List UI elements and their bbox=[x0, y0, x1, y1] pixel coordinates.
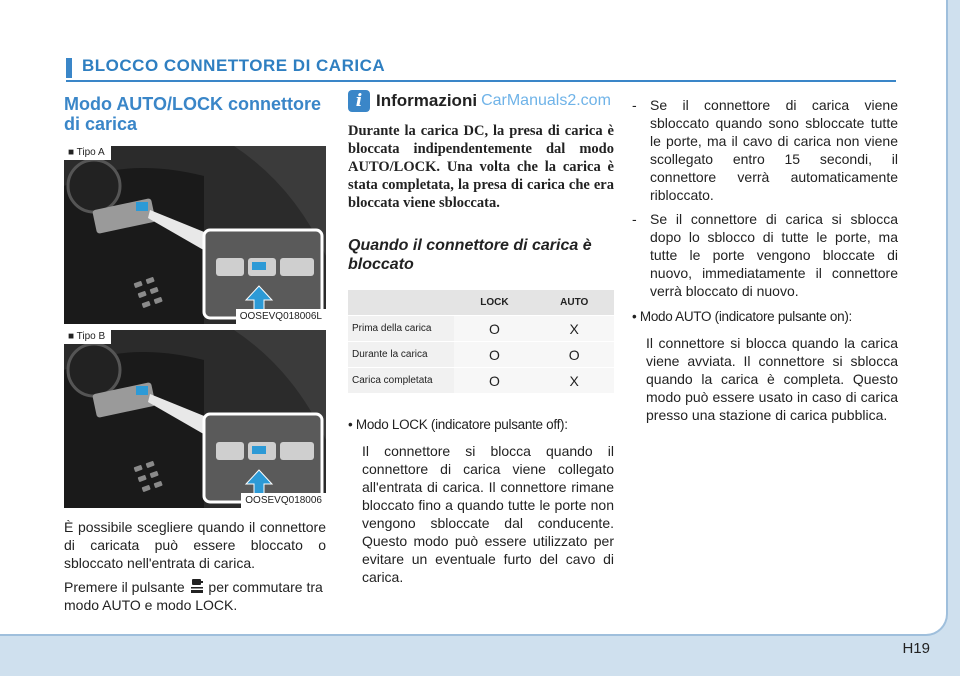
table-header-row bbox=[348, 290, 614, 316]
right-column bbox=[632, 96, 898, 424]
intro-paragraph: È possibile scegliere quando il connettore di caricata può essere bloccato o sbloccato nell'entrata di carica. bbox=[64, 519, 326, 571]
instruction-prefix: Premere il pulsante bbox=[64, 579, 185, 595]
middle-column bbox=[348, 88, 614, 586]
lock-mode-table bbox=[348, 290, 614, 394]
table-corner-cell bbox=[348, 290, 454, 316]
watermark: CarManuals2.com bbox=[481, 92, 611, 109]
figure-type-a bbox=[64, 146, 326, 324]
row-label: Durante la carica bbox=[348, 342, 454, 368]
subsection-heading: Modo AUTO/LOCK connettore di carica bbox=[64, 94, 321, 134]
figure-code: OOSEVQ018006L bbox=[236, 309, 326, 324]
button-instruction bbox=[64, 578, 326, 614]
list-item-text: Se il connettore di carica si sblocca dopo lo sblocco di tutte le porte, ma tutte le porte vengono bloccate di nuovo, immediatamente il connettore verrà bloccato di nuovo. bbox=[650, 211, 898, 299]
list-item-text: Se il connettore di carica viene sbloccato quando sono sbloccate tutte le porte, ma il cavo di carica non viene scollegato entro 15 secondi, il connettore verrà automaticamente ribloccato. bbox=[650, 97, 898, 203]
info-icon: i bbox=[348, 90, 370, 112]
auto-value: X bbox=[534, 316, 614, 342]
charge-lock-button-icon bbox=[189, 578, 205, 594]
table-row bbox=[348, 368, 614, 394]
lock-table-heading: Quando il connettore di carica è bloccato bbox=[348, 237, 592, 273]
dash-marker: - bbox=[632, 211, 637, 227]
dash-marker: - bbox=[632, 97, 637, 113]
lock-value: O bbox=[454, 342, 534, 368]
column-header-lock: LOCK bbox=[454, 290, 534, 316]
auto-value: O bbox=[534, 342, 614, 368]
lock-mode-bullet: • Modo LOCK (indicatore pulsante off): bbox=[348, 417, 568, 432]
lock-mode-description: Il connettore si blocca quando il connettore di carica viene collegato all'entrata di carica. Il connettore rimane bloccato fino a quando tutte le porte non vengono sbloccate dal conducente. Questo modo può essere utilizzato per evitare un eventuale furto del cavo di carica. bbox=[362, 443, 614, 585]
section-title: BLOCCO CONNETTORE DI CARICA bbox=[82, 56, 386, 75]
row-label: Carica completata bbox=[348, 368, 454, 394]
auto-mode-bullet: • Modo AUTO (indicatore pulsante on): bbox=[632, 309, 852, 324]
info-box-header bbox=[348, 88, 614, 114]
info-text: Durante la carica DC, la presa di carica è bloccata indipendentemente dal modo AUTO/LOCK. Una volta che la carica è stata completata, la presa di carica che era bloccata viene sbloccata. bbox=[348, 123, 614, 211]
row-label: Prima della carica bbox=[348, 316, 454, 342]
column-header-auto: AUTO bbox=[534, 290, 614, 316]
list-item bbox=[632, 210, 898, 300]
figure-type-label: ■ Tipo B bbox=[64, 330, 111, 344]
instruction-suffix: per commutare tra modo AUTO e modo LOCK. bbox=[64, 579, 323, 613]
dashboard-switch-illustration bbox=[64, 146, 326, 324]
figure-type-label: ■ Tipo A bbox=[64, 146, 111, 160]
section-accent-bar bbox=[66, 58, 72, 78]
figure-code: OOSEVQ018006 bbox=[241, 493, 326, 508]
lock-value: O bbox=[454, 368, 534, 394]
dashboard-switch-illustration bbox=[64, 330, 326, 508]
list-item bbox=[632, 96, 898, 204]
figure-type-b bbox=[64, 330, 326, 508]
info-title: Informazioni bbox=[376, 91, 478, 110]
auto-mode-description: Il connettore si blocca quando la carica viene avviata. Il connettore si sblocca quando la carica è completa. Questo modo può essere usato in caso di carica presso una stazione di carica pubblica. bbox=[646, 335, 898, 423]
auto-value: X bbox=[534, 368, 614, 394]
lock-value: O bbox=[454, 316, 534, 342]
left-column bbox=[64, 94, 326, 614]
section-rule bbox=[66, 80, 896, 82]
page-number: H19 bbox=[902, 640, 930, 657]
table-row bbox=[348, 316, 614, 342]
table-row bbox=[348, 342, 614, 368]
